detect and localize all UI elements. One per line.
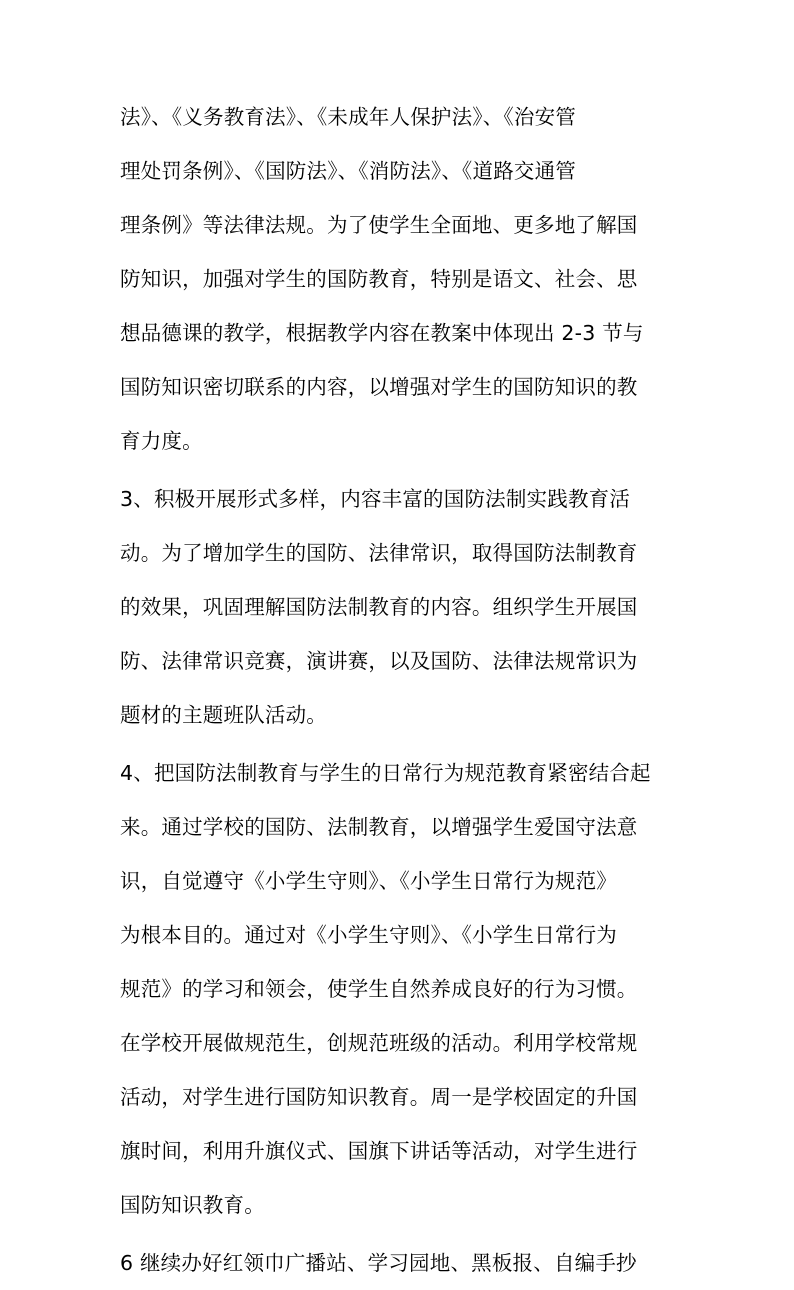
text-line: 为根本目的。通过对《小学生守则》、《小学生日常行为 [120,923,617,947]
text-line: 来。通过学校的国防、法制教育，以增强学生爱国守法意 [120,815,638,839]
text-line: 想品德课的教学，根据教学内容在教案中体现出 2-3 节与 [120,321,644,345]
text-line: 题材的主题班队活动。 [120,703,327,727]
text-line: 防知识，加强对学生的国防教育，特别是语文、社会、思 [120,267,638,291]
text-line: 理处罚条例》、《国防法》、《消防法》、《道路交通管 [120,159,576,183]
text-line: 识，自觉遵守《小学生守则》、《小学生日常行为规范》 [120,869,617,893]
text-line: 理条例》等法律法规。为了使学生全面地、更多地了解国 [120,213,638,237]
text-line: 动。为了增加学生的国防、法律常识，取得国防法制教育 [120,541,638,565]
text-line: 6 继续办好红领巾广播站、学习园地、黑板报、自编手抄 [120,1251,637,1275]
text-line: 法》、《义务教育法》、《未成年人保护法》、《治安管 [120,105,576,129]
text-line: 4、把国防法制教育与学生的日常行为规范教育紧密结合起 [120,761,651,785]
text-line: 国防知识教育。 [120,1193,265,1217]
text-line: 国防知识密切联系的内容，以增强对学生的国防知识的教 [120,375,638,399]
text-line: 防、法律常识竞赛，演讲赛，以及国防、法律法规常识为 [120,649,638,673]
text-line: 在学校开展做规范生，创规范班级的活动。利用学校常规 [120,1031,638,1055]
text-line: 3、积极开展形式多样，内容丰富的国防法制实践教育活 [120,487,631,511]
text-line: 的效果，巩固理解国防法制教育的内容。组织学生开展国 [120,595,638,619]
text-line: 规范》的学习和领会，使学生自然养成良好的行为习惯。 [120,977,638,1001]
document-page [120,90,680,1290]
text-line: 活动，对学生进行国防知识教育。周一是学校固定的升国 [120,1085,638,1109]
text-line: 育力度。 [120,429,203,453]
text-line: 旗时间，利用升旗仪式、国旗下讲话等活动，对学生进行 [120,1139,638,1163]
